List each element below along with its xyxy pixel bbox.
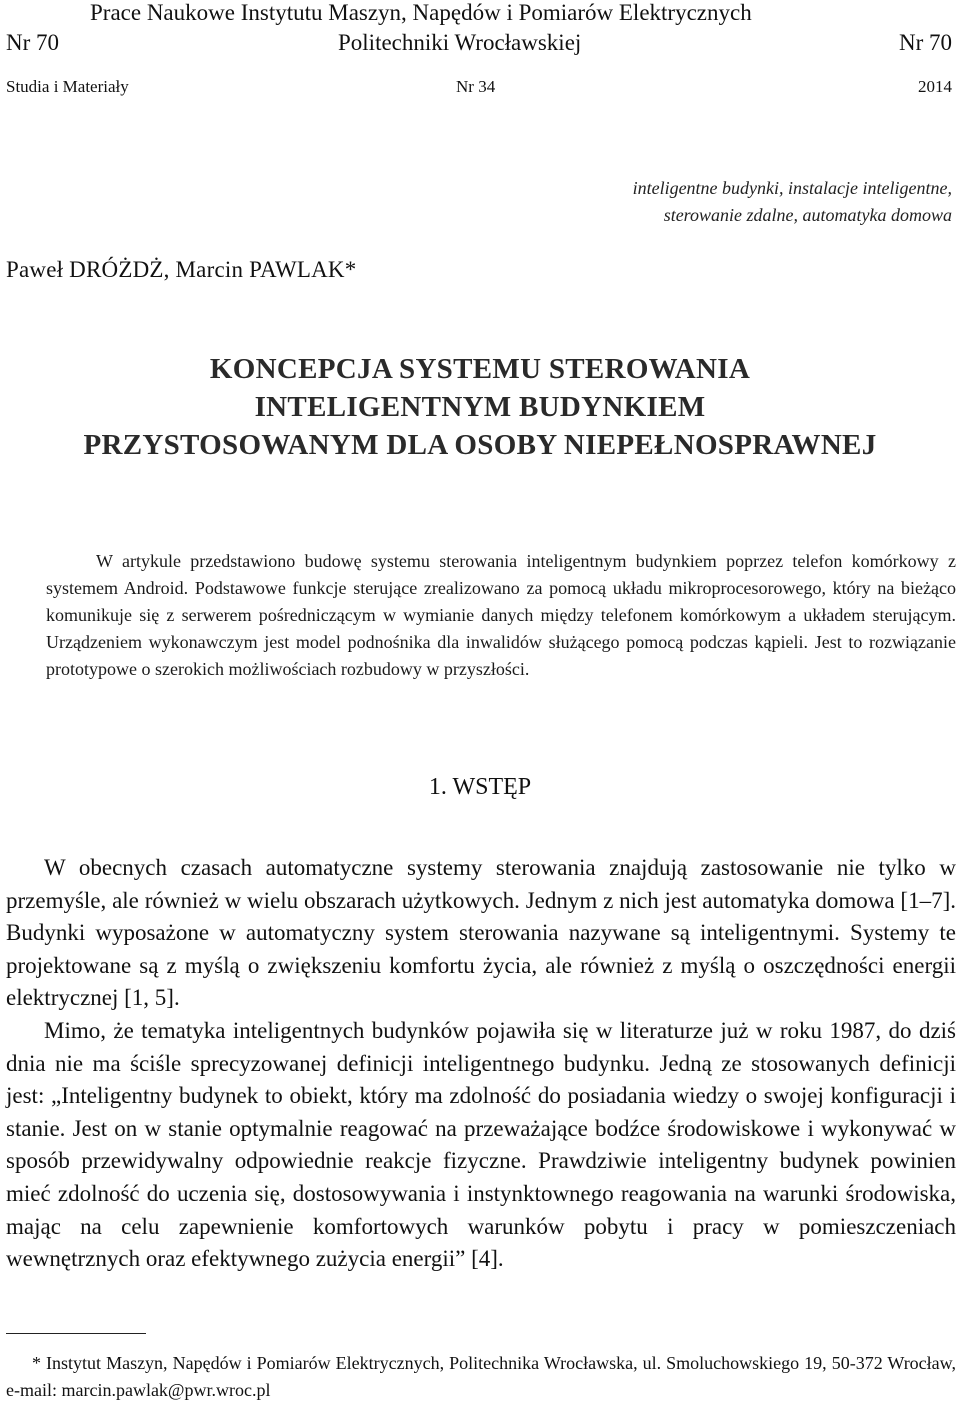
series-issue: Nr 34 (456, 77, 496, 96)
body-paragraph-1: W obecnych czasach automatyczne systemy sterowania znajdują zastosowanie nie tylko w przemyśle, ale również w wielu obszarach użytkowych. Jednym z nich jest automatyka domowa [1–7]. Budynki wyposażone w automatyczny system sterowania nazywane są inteligentnymi. Systemy te projektowane są z myślą o zwiększeniu komfortu życia, ale również z myślą o oszczędności energii elektrycznej [1, 5]. (6, 855, 956, 1011)
section-heading: 1. WSTĘP (428, 774, 532, 800)
authors: Paweł DRÓŻDŻ, Marcin PAWLAK* (6, 257, 357, 282)
paper-title-line2: INTELIGENTNYM BUDYNKIEM (254, 391, 706, 423)
paper-title-line3: PRZYSTOSOWANYM DLA OSOBY NIEPEŁNOSPRAWNEJ (83, 429, 877, 461)
footnote-text: * Instytut Maszyn, Napędów i Pomiarów Elektrycznych, Politechnika Wrocławska, ul. Smoluchowskiego 19, 50-372 Wrocław, e-mail: marcin.pawlak@pwr.wroc.pl (6, 1353, 956, 1400)
issue-number-left: Nr 70 (6, 30, 60, 55)
abstract (46, 548, 956, 683)
series-name: Studia i Materiały (6, 77, 129, 96)
paper-title-line1: KONCEPCJA SYSTEMU STEROWANIA (209, 353, 751, 385)
abstract-text: W artykule przedstawiono budowę systemu sterowania inteligentnym budynkiem poprzez telefon komórkowy z systemem Android. Podstawowe funkcje sterujące zrealizowano za pomocą układu mikroprocesorowego, który na bieżąco komunikuje się z serwerem pośredniczącym w wymianie danych między telefonem komórkowym a układem sterującym. Urządzeniem wykonawczym jest model podnośnika dla inwalidów służącego pomocą podczas kąpieli. Jest to rozwiązanie prototypowe o szerokich możliwościach rozbudowy w przyszłości. (46, 551, 956, 679)
body-text (6, 852, 956, 1276)
issue-number-right: Nr 70 (898, 30, 952, 55)
footnote-divider (6, 1333, 146, 1334)
journal-title-line1: Prace Naukowe Instytutu Maszyn, Napędów i Pomiarów Elektrycznych (90, 0, 752, 25)
publication-year: 2014 (918, 77, 952, 96)
body-paragraph-2: Mimo, że tematyka inteligentnych budynków pojawiła się w literaturze już w roku 1987, do dziś dnia nie ma ściśle sprecyzowanej definicji inteligentnego budynku. Jedną ze stosowanych definicji jest: „Inteligentny budynek to obiekt, który ma zdolność do posiadania wiedzy o swojej konfiguracji i stanie. Jest on w stanie optymalnie reagować na przeważające bodźce środowiskowe i wykonywać w sposób przewidywalny odpowiednie reakcje fizyczne. Prawdziwie inteligentny budynek powinien mieć zdolność do uczenia się, dostosowywania i instynktownego reagowania na warunki środowiska, mając na celu zapewnienie komfortowych warunków pobytu i pracy w pomieszczeniach wewnętrznych oraz efektywnego zużycia energii” [4]. (6, 1017, 956, 1272)
keywords-line1: inteligentne budynki, instalacje inteligentne, (632, 178, 952, 198)
keywords-line2: sterowanie zdalne, automatyka domowa (663, 205, 952, 225)
journal-title-line2: Politechniki Wrocławskiej (338, 30, 582, 55)
footnote (6, 1350, 956, 1404)
